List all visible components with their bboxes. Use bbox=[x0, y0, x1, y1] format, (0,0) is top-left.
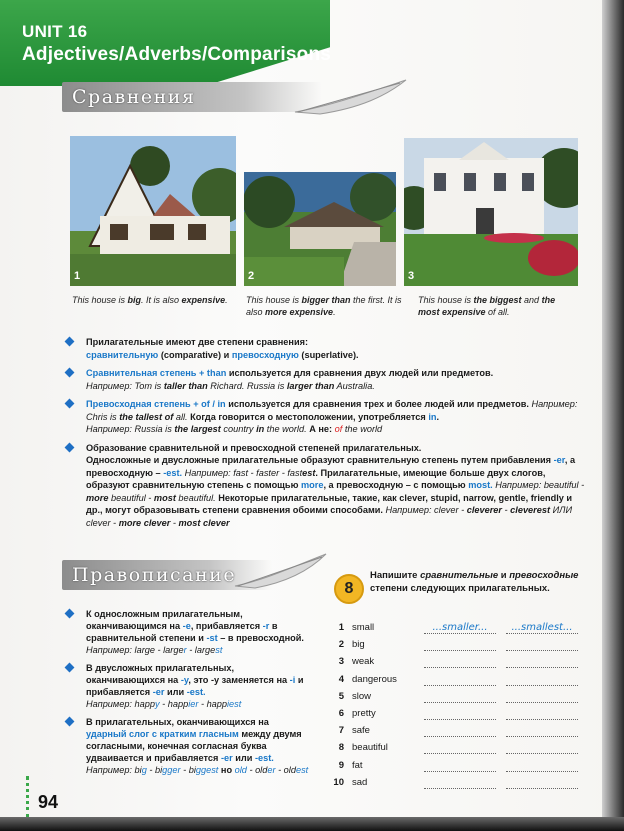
section-title-spelling: Правописание bbox=[72, 564, 237, 586]
crossed-out-word: of bbox=[334, 424, 343, 434]
house-photo-2 bbox=[244, 172, 396, 286]
diamond-bullet-icon bbox=[65, 663, 75, 673]
exercise-item bbox=[330, 622, 590, 639]
spelling-rules bbox=[66, 608, 310, 782]
exercise-item-word: safe bbox=[352, 725, 370, 737]
exercise-item bbox=[330, 708, 590, 725]
page-number: 94 bbox=[38, 792, 59, 812]
exercise-item-number: 3 bbox=[338, 656, 344, 668]
house-photo-3 bbox=[404, 138, 578, 286]
comparative-answer-field[interactable] bbox=[424, 656, 496, 668]
exercise-item bbox=[330, 691, 590, 708]
unit-banner bbox=[0, 0, 330, 86]
exercise-item-word: weak bbox=[352, 656, 375, 668]
exercise-item-word: slow bbox=[352, 690, 372, 702]
comparative-answer-field[interactable] bbox=[424, 777, 496, 789]
house-photo-1 bbox=[70, 136, 236, 286]
unit-label: UNIT 16 bbox=[22, 22, 88, 41]
exercise-item-number: 7 bbox=[338, 725, 344, 737]
comparative-answer-field[interactable] bbox=[424, 674, 496, 686]
exercise-item bbox=[330, 674, 590, 691]
superlative-answer-field[interactable] bbox=[506, 691, 578, 703]
spelling-rule-double: В прилагательных, оканчивающихся на ударный слог с кратким гласным между двумя согласными, конечная согласная буква удваивается и прибавляется -er или -est. Например: big - bigger - biggest но old - older - oldest bbox=[66, 716, 310, 776]
comparative-answer-field[interactable] bbox=[424, 691, 496, 703]
exercise-item-word: big bbox=[352, 639, 365, 651]
exercise-item bbox=[330, 777, 590, 794]
exercise-item-number: 9 bbox=[338, 759, 344, 771]
comparative-answer-field[interactable] bbox=[424, 708, 496, 720]
exercise-item-number: 2 bbox=[338, 639, 344, 651]
exercise-item bbox=[330, 639, 590, 656]
exercise-item bbox=[330, 656, 590, 673]
exercise-item-number: 5 bbox=[338, 690, 344, 702]
rule-comparative: Сравнительная степень + than используется для сравнения двух людей или предметов. Например: Tom is taller than Richard. Russia is larger than Australia. bbox=[66, 367, 588, 392]
exercise-item-word: fat bbox=[352, 759, 363, 771]
exercise-instruction: Напишите сравнительные и превосходные степени следующих прилагательных. bbox=[370, 570, 579, 594]
comparative-answer-field[interactable] bbox=[424, 742, 496, 754]
caption-2: This house is bigger than the first. It is also more expensive. bbox=[246, 295, 402, 317]
comparative-answer-field[interactable] bbox=[424, 725, 496, 737]
exercise-item-number: 6 bbox=[338, 708, 344, 719]
exercise-number-badge: 8 bbox=[334, 574, 364, 604]
diamond-bullet-icon bbox=[65, 609, 75, 619]
page-number-dots bbox=[26, 776, 33, 818]
comparative-answer-field[interactable] bbox=[424, 639, 496, 651]
comparative-answer-field[interactable]: ...smaller... bbox=[424, 622, 496, 634]
diamond-bullet-icon bbox=[65, 368, 75, 378]
spelling-rule-y: В двусложных прилагательных, оканчивающихся на -y, это -y заменяется на -i и прибавляется -er или -est. Например: happy - happier - happiest bbox=[66, 662, 310, 710]
exercise-item-word: beautiful bbox=[352, 742, 388, 754]
exercise-item-number: 4 bbox=[338, 673, 344, 685]
rules-list bbox=[66, 336, 588, 535]
superlative-answer-field[interactable] bbox=[506, 656, 578, 668]
exercise-item-word: dangerous bbox=[352, 673, 397, 685]
exercise-item-number: 10 bbox=[333, 776, 344, 788]
exercise-item-number: 8 bbox=[338, 742, 344, 754]
superlative-answer-field[interactable]: ...smallest... bbox=[506, 622, 578, 634]
page-spine-shadow bbox=[602, 0, 624, 831]
rule-superlative: Превосходная степень + of / in используется для сравнения трех и более людей или предметов. Например: Chris is the tallest of all. Когда говорится о местоположении, употребляется in. Например: Russia is the largest country in the world. А не: of the world bbox=[66, 398, 588, 436]
superlative-answer-field[interactable] bbox=[506, 708, 578, 720]
exercise-item-word: small bbox=[352, 622, 375, 633]
diamond-bullet-icon bbox=[65, 399, 75, 409]
superlative-answer-field[interactable] bbox=[506, 760, 578, 772]
diamond-bullet-icon bbox=[65, 717, 75, 727]
photo-number: 1 bbox=[74, 270, 81, 282]
rule-formation: Образование сравнительной и превосходной степеней прилагательных. Односложные и двусложные прилагательные образуют сравнительную степень путем прибавления -er, а превосходную – -est. Например: fast - faster - fastest. Прилагательные, имеющие больше двух слогов, образуют сравнительную степень с помощью more, а превосходную – с помощью most. Например: beautiful - more beautiful - most beautiful. Некоторые прилагательные, такие, как clever, stupid, narrow, gentle, friendly и др., могут образовывать степени сравнения обоими способами. Например: clever - cleverer - cleverest ИЛИ clever - more clever - most clever bbox=[66, 442, 588, 530]
exercise-item bbox=[330, 725, 590, 742]
photo-number: 3 bbox=[408, 270, 415, 282]
diamond-bullet-icon bbox=[65, 337, 75, 347]
exercise-item-number: 1 bbox=[338, 622, 344, 633]
rule-degrees: Прилагательные имеют две степени сравнения: сравнительную (comparative) и превосходную (superlative). bbox=[66, 336, 588, 361]
photo-number: 2 bbox=[248, 270, 255, 282]
section-banner-comparisons bbox=[62, 82, 322, 112]
caption-3: This house is the biggest and the most expensive of all. bbox=[418, 295, 556, 317]
spelling-rule-e: К односложным прилагательным, оканчивающимся на -e, прибавляется -r в сравнительной степени и -st – в превосходной. Например: large - larger - largest bbox=[66, 608, 310, 656]
page-bottom-shadow bbox=[0, 817, 624, 831]
superlative-answer-field[interactable] bbox=[506, 674, 578, 686]
unit-title: Adjectives/Adverbs/Comparisons bbox=[22, 44, 332, 65]
superlative-answer-field[interactable] bbox=[506, 742, 578, 754]
superlative-answer-field[interactable] bbox=[506, 777, 578, 789]
quill-icon bbox=[290, 78, 410, 118]
superlative-answer-field[interactable] bbox=[506, 725, 578, 737]
comparative-answer-field[interactable] bbox=[424, 760, 496, 772]
diamond-bullet-icon bbox=[65, 442, 75, 452]
quill-icon bbox=[230, 552, 330, 592]
caption-1: This house is big. It is also expensive. bbox=[72, 295, 228, 305]
exercise-item-word: pretty bbox=[352, 708, 376, 719]
exercise-item bbox=[330, 742, 590, 759]
exercise-item-word: sad bbox=[352, 776, 368, 788]
superlative-answer-field[interactable] bbox=[506, 639, 578, 651]
section-title-comparisons: Сравнения bbox=[72, 86, 196, 108]
exercise-item bbox=[330, 760, 590, 777]
